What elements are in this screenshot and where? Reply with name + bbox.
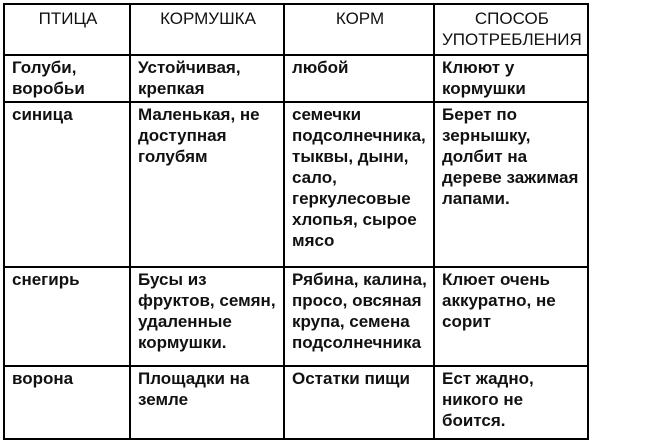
birds-feeding-table	[3, 3, 589, 440]
food-cell	[284, 267, 434, 366]
food-cell-line: семечки	[292, 105, 362, 124]
food-cell	[284, 55, 434, 102]
header-method	[434, 4, 588, 55]
table-row	[4, 55, 588, 102]
feeder-cell-line: Маленькая, не	[138, 105, 260, 124]
feeder-cell	[130, 55, 284, 102]
feeder-cell	[130, 267, 284, 366]
method-cell-line: дереве зажимая	[442, 168, 579, 187]
bird-cell-line: Голуби,	[12, 58, 77, 77]
method-cell-line: Берет по	[442, 105, 517, 124]
header-bird-label: ПТИЦА	[38, 9, 98, 28]
feeder-cell-line: Площадки на	[138, 369, 250, 388]
method-cell-line: зернышку,	[442, 126, 531, 145]
header-feeder	[130, 4, 284, 55]
table-row	[4, 102, 588, 267]
method-cell-line: сорит	[442, 312, 491, 331]
method-cell	[434, 366, 588, 439]
header-method-line: УПОТРЕБЛЕНИЯ	[442, 30, 582, 49]
food-cell-line: просо, овсяная	[292, 291, 422, 310]
method-cell-line: кормушки	[442, 79, 526, 98]
food-cell-line: крупа, семена	[292, 312, 410, 331]
bird-cell-line: ворона	[12, 369, 74, 388]
method-cell-line: боится.	[442, 411, 506, 430]
bird-cell	[4, 102, 130, 267]
food-cell-line: мясо	[292, 231, 335, 250]
food-cell-line: сало,	[292, 168, 337, 187]
table-row	[4, 267, 588, 366]
method-cell-line: аккуратно, не	[442, 291, 556, 310]
method-cell	[434, 267, 588, 366]
feeder-cell-line: крепкая	[138, 79, 205, 98]
bird-cell-line: воробьи	[12, 79, 85, 98]
header-food	[284, 4, 434, 55]
feeder-cell-line: земле	[138, 390, 189, 409]
header-bird	[4, 4, 130, 55]
food-cell-line: геркулесовые	[292, 189, 411, 208]
bird-cell	[4, 55, 130, 102]
feeder-cell-line: удаленные	[138, 312, 232, 331]
table-row	[4, 366, 588, 439]
food-cell	[284, 102, 434, 267]
food-cell-line: тыквы, дыни,	[292, 147, 409, 166]
bird-cell-line: снегирь	[12, 270, 80, 289]
feeder-cell-line: голубям	[138, 147, 208, 166]
header-feeder-label: КОРМУШКА	[160, 9, 256, 28]
feeder-cell-line: фруктов, семян,	[138, 291, 276, 310]
method-cell-line: Клюют у	[442, 58, 515, 77]
table-header-row	[4, 4, 588, 55]
method-cell-line: Клюет очень	[442, 270, 550, 289]
bird-cell	[4, 267, 130, 366]
food-cell	[284, 366, 434, 439]
feeder-cell	[130, 366, 284, 439]
method-cell-line: долбит на	[442, 147, 528, 166]
method-cell-line: никого не	[442, 390, 524, 409]
bird-cell	[4, 366, 130, 439]
feeder-cell-line: кормушки.	[138, 333, 227, 352]
bird-cell-line: синица	[12, 105, 73, 124]
header-food-label: КОРМ	[335, 9, 385, 28]
feeder-cell	[130, 102, 284, 267]
food-cell-line: Рябина, калина,	[292, 270, 427, 289]
food-cell-line: Остатки пищи	[292, 369, 410, 388]
feeder-cell-line: доступная	[138, 126, 227, 145]
food-cell-line: подсолнечника	[292, 333, 422, 352]
feeder-cell-line: Устойчивая,	[138, 58, 241, 77]
feeder-cell-line: Бусы из	[138, 270, 207, 289]
method-cell-line: лапами.	[442, 189, 510, 208]
method-cell	[434, 102, 588, 267]
food-cell-line: подсолнечника,	[292, 126, 426, 145]
food-cell-line: любой	[292, 58, 349, 77]
method-cell	[434, 55, 588, 102]
header-method-line: СПОСОБ	[474, 9, 549, 28]
method-cell-line: Ест жадно,	[442, 369, 534, 388]
food-cell-line: хлопья, сырое	[292, 210, 417, 229]
